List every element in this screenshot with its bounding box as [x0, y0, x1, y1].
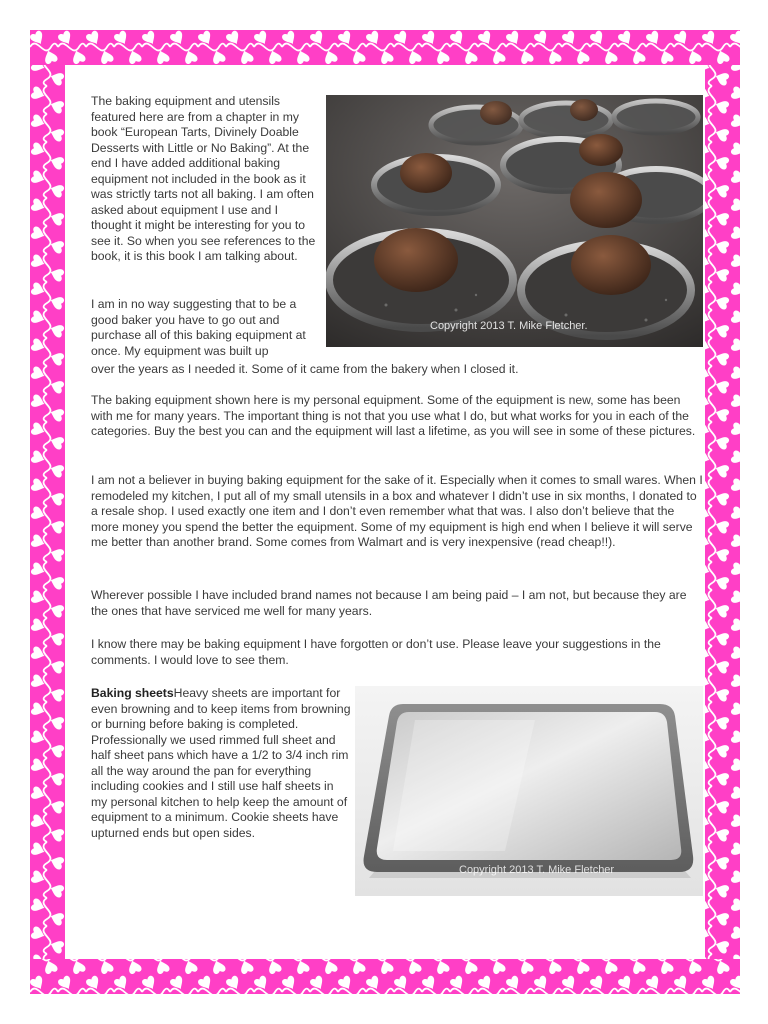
body-paragraph: I am not a believer in buying baking equipment for the sake of it. Especially when it comes to small wares. When I remodeled my kitchen, I put all of my small utensils in a box and whatever I didn’t use in six months, I donated to a resale shop. I used exactly one item and I don’t even remember what that was. I also don’t believe that the more money you spend the better the equipment. Some of my equipment is high end when I believe it will serve me better than another brand. Some comes from Walmart and is very inexpensive (read cheap!!). [91, 473, 703, 549]
tart-photo-copyright: Copyright 2013 T. Mike Fletcher. [430, 320, 588, 332]
intro-paragraph: The baking equipment and utensils featured here are from a chapter in my book “European Tarts, Divinely Doable Desserts with Little or No Baking”. At the end I have added additional baking equipment not included in the book as it was strictly tarts not all baking. I am often asked about equipment I use and I thought it might be interesting for you to see it. So when you see references to the book, it is this book I am talking about. [91, 94, 316, 263]
intro-paragraph-2: I am in no way suggesting that to be a good baker you have to go out and purchase all of this baking equipment at once. My equipment was built up [91, 297, 306, 358]
body-paragraph: Wherever possible I have included brand names not because I am being paid – I am not, but because they are the ones that have serviced me well for many years. [91, 588, 687, 618]
sheet-pan-photo [355, 686, 703, 896]
baking-sheets-heading: Baking sheets [91, 686, 174, 700]
baking-sheets-section [91, 686, 351, 841]
tart-pans-illustration [326, 95, 703, 347]
baking-sheets-body: Heavy sheets are important for even browning and to keep items from browning or burning before baking is completed. Professionally we used rimmed full sheet and half sheet pans which have a 1/2 to 3/4 inch rim all the way around the pan for everything including cookies and I still use half sheets in my personal kitchen to help keep the amount of equipment to a minimum. Cookie sheets have upturned ends but open sides. [91, 686, 351, 840]
intro-paragraph-2-continued: over the years as I needed it. Some of it came from the bakery when I closed it. [91, 362, 519, 376]
sheet-photo-copyright: Copyright 2013 T. Mike Fletcher [459, 864, 615, 876]
tart-pans-photo [326, 95, 703, 347]
body-paragraph: I know there may be baking equipment I have forgotten or don’t use. Please leave your suggestions in the comments. I would love to see them. [91, 637, 661, 667]
body-paragraph: The baking equipment shown here is my personal equipment. Some of the equipment is new, some has been with me for many years. The important thing is not that you use what I do, but what works for you in each of the categories. Buy the best you can and the equipment will last a lifetime, as you will see in some of these pictures. [91, 393, 696, 438]
